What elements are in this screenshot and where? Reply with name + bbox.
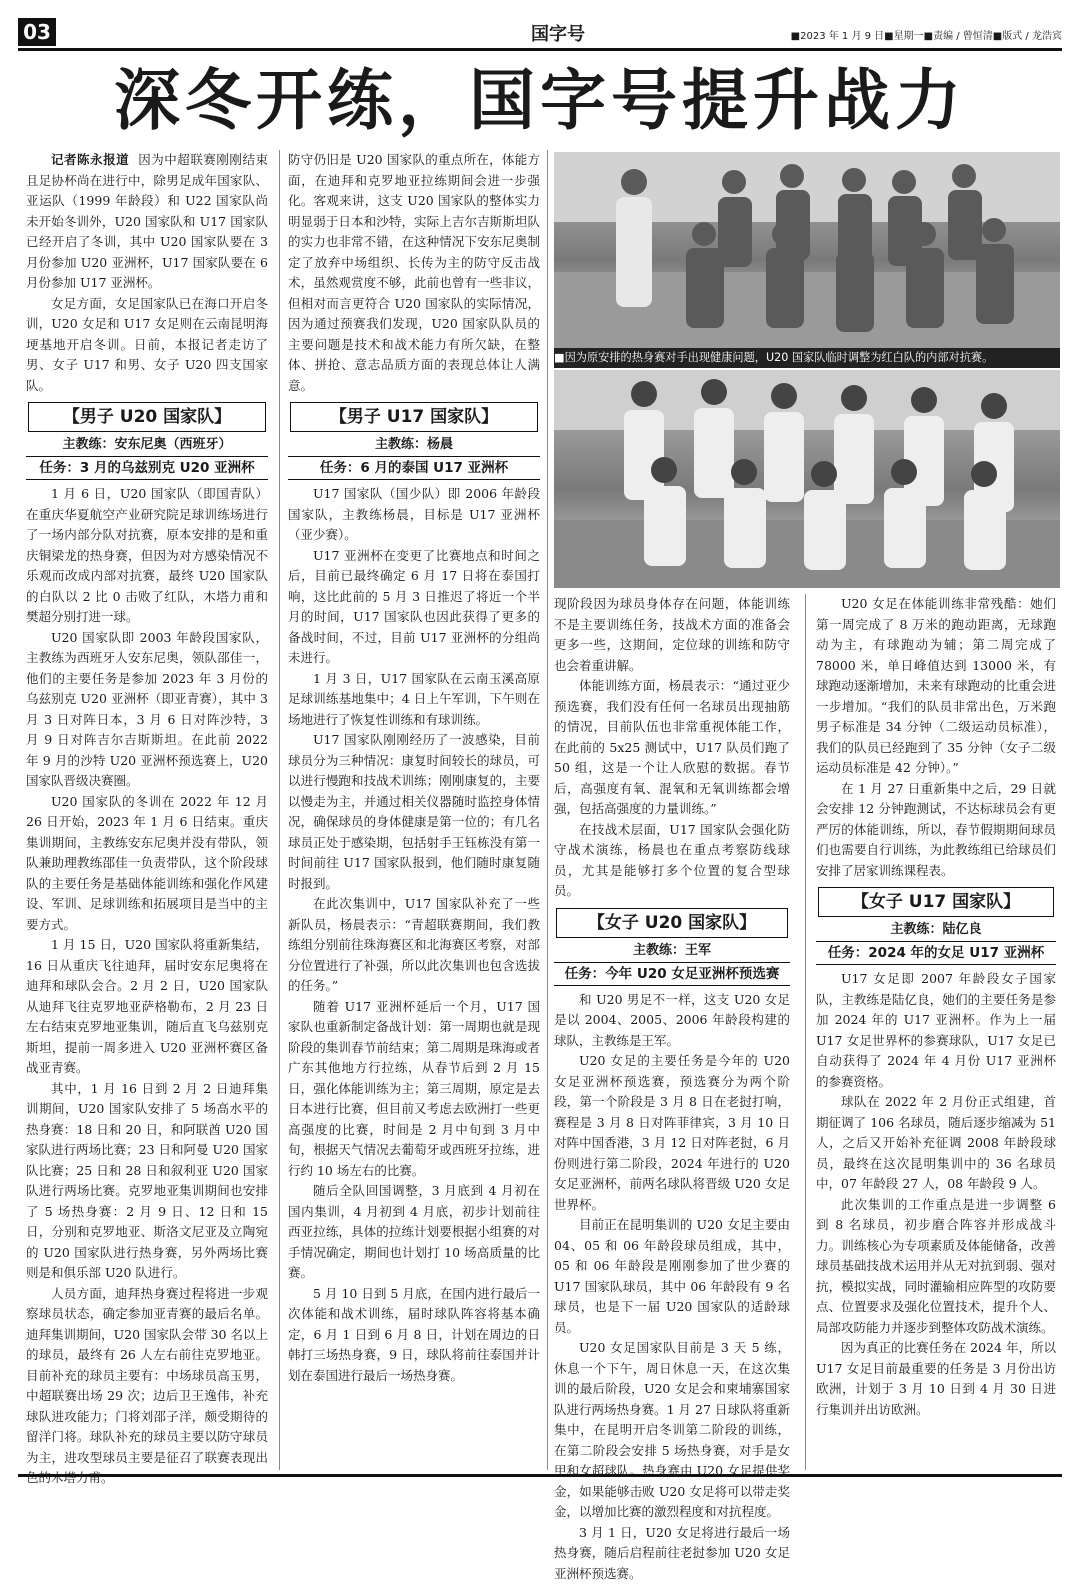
column-divider bbox=[279, 150, 280, 1470]
paragraph: U17 女足即 2007 年龄段女子国家队，主教练是陆亿良，她们的主要任务是参加 2024 年的 U17 亚洲杯。作为上一届 U17 女足世界杯的参赛球队，U17 女足已自动获得了 2024 年 4 月份 U17 亚洲杯的参赛资格。 bbox=[816, 969, 1056, 1092]
paragraph: U17 亚洲杯在变更了比赛地点和时间之后，目前已最终确定 6 月 17 日将在泰国打响，这比此前的 5 月 3 日推迟了将近一个半月的时间，U17 国家队也因此获得了更多的备战时间，不过，目前 U17 亚洲杯的分组尚未进行。 bbox=[288, 546, 540, 669]
paragraph: 在此次集训中，U17 国家队补充了一些新队员，杨晨表示：“青超联赛期间，我们教练组分别前往珠海赛区和北海赛区考察，对部分位置进行了补强，所以此次集训也包含选拔的任务。” bbox=[288, 894, 540, 997]
column-1 bbox=[26, 150, 268, 1472]
paragraph: U17 国家队（国少队）即 2006 年龄段国家队，主教练杨晨，目标是 U17 亚洲杯（亚少赛）。 bbox=[288, 484, 540, 546]
paragraph: U20 国家队即 2003 年龄段国家队，主教练为西班牙人安东尼奥，领队邵佳一，他们的主要任务是参加 2023 年 3 月份的乌兹别克 U20 亚洲杯（即亚青赛），其中 3 月 3 日对阵日本，3 月 6 日对阵沙特，3 月 9 日对阵吉尔吉斯斯坦。在此前 2022 年 9 月的沙特 U20 亚洲杯预选赛上，U20 国家队晋级决赛圈。 bbox=[26, 628, 268, 792]
page-number: 03 bbox=[18, 18, 56, 46]
team-photo-u20 bbox=[554, 152, 1060, 348]
paragraph: 球队在 2022 年 2 月份正式组建，首期征调了 106 名球员，随后逐步缩减为 51 人，之后又开始补充征调 2008 年龄段球员，最终在这次昆明集训中的 36 名球员中，07 年龄段 27 人，08 年龄段 9 人。 bbox=[816, 1092, 1056, 1195]
section-heading-women-u17: 【女子 U17 国家队】 bbox=[818, 887, 1054, 917]
column-2 bbox=[288, 150, 540, 1472]
paragraph: 体能训练方面，杨晨表示：“通过亚少预选赛，我们没有任何一名球员出现抽筋的情况，目前队伍也非常重视体能工作，在此前的 5x25 测试中，U17 队员们跑了 50 组，这是一个让人欣慰的数据。春节后，高强度有氧、混氧和无氧训练都会增强，包括高强度的力量训练。” bbox=[554, 676, 790, 820]
column-divider bbox=[805, 594, 806, 1470]
paragraph: U20 女足国家队目前是 3 天 5 练，休息一个下午，周日休息一天，在这次集训的最后阶段，U20 女足会和柬埔寨国家队进行两场热身赛。1 月 27 日球队将重新集中，在昆明开启冬训第二阶段的训练，在第二阶段会安排 5 场热身赛，对手是女甲和女超球队。热身赛由 U20 女足提供奖金，如果能够击败 U20 女足将可以带走奖金，以增加比赛的激烈程度和对抗程度。 bbox=[554, 1338, 790, 1523]
page-header bbox=[18, 18, 1062, 51]
coach-men-u20: 主教练：安东尼奥（西班牙） bbox=[26, 434, 268, 456]
paragraph: 在技战术层面，U17 国家队会强化防守战术演练，杨晨也在重点考察防线球员，尤其是能够打多个位置的复合型球员。 bbox=[554, 820, 790, 902]
column-divider bbox=[547, 150, 548, 1470]
paragraph: 目前正在昆明集训的 U20 女足主要由 04、05 和 06 年龄段球员组成，其中，05 和 06 年龄段是刚刚参加了世少赛的 U17 国家队球员，其中 06 年龄段有 9 名球员，也是下一届 U20 国家队的适龄球员。 bbox=[554, 1215, 790, 1338]
section-title: 国字号 bbox=[488, 20, 628, 46]
task-women-u17: 任务：2024 年的女足 U17 亚洲杯 bbox=[816, 941, 1056, 965]
section-heading-men-u17: 【男子 U17 国家队】 bbox=[290, 402, 538, 432]
paragraph: 随着 U17 亚洲杯延后一个月，U17 国家队也重新制定备战计划：第一周期也就是现阶段的集训春节前结束；第二周期是珠海或者广东其他地方行拉练，从春节后到 2 月 15 日，强化体能训练为主；第三周期，原定是去日本进行比赛，但目前又考虑去欧洲打一些更高强度的比赛，时间是 2 月中旬到 3 月中旬，根据天气情况去葡萄牙或西班牙拉练，进行约 10 场左右的比赛。 bbox=[288, 997, 540, 1182]
paragraph: 在 1 月 27 日重新集中之后，29 日就会安排 12 分钟跑测试，不达标球员会有更严厉的体能训练，所以，春节假期期间球员们也需要自行训练，为此教练组已给球员们安排了居家训练课程表。 bbox=[816, 779, 1056, 882]
byline: 记者陈永报道 bbox=[51, 152, 129, 167]
dateline: ■2023 年 1 月 9 日■星期一■责编 / 曾恒清■版式 / 龙浩宾 bbox=[791, 27, 1062, 42]
photo-caption: ■因为原安排的热身赛对手出现健康问题，U20 国家队临时调整为红白队的内部对抗赛。 bbox=[554, 348, 1060, 368]
paragraph: 因为真正的比赛任务在 2024 年，所以 U17 女足目前最重要的任务是 3 月份出访欧洲，计划于 3 月 10 日到 4 月 30 日进行集训并出访欧洲。 bbox=[816, 1338, 1056, 1420]
paragraph: U17 国家队刚刚经历了一波感染，目前球员分为三种情况：康复时间较长的球员，可以进行慢跑和技战术训练；刚刚康复的，主要以慢走为主，并通过相关仪器随时监控身体情况，确保球员的身体健康是第一位的；有几名球员正处于感染期，包括射手王钰栋没有第一时间前往 U17 国家队报到，他们随时康复随时报到。 bbox=[288, 730, 540, 894]
team-photo-u17 bbox=[554, 370, 1060, 588]
coach-women-u20: 主教练：王军 bbox=[554, 940, 790, 962]
paragraph: 人员方面，迪拜热身赛过程将进一步观察球员状态，确定参加亚青赛的最后名单。迪拜集训期间，U20 国家队会带 30 名以上的球员，最终有 26 人左右前往克罗地亚。目前补充的球员主要有：中场球员高玉男，中超联赛出场 29 次；边后卫王逸伟，补充球队进攻能力；门将刘邵子洋，颇受期待的留洋门将。球队补充的球员主要以防守球员为主，进攻型球员主要是征召了联赛表现出色的木塔力甫。 bbox=[26, 1284, 268, 1489]
coach-women-u17: 主教练：陆亿良 bbox=[816, 919, 1056, 941]
task-men-u20: 任务：3 月的乌兹别克 U20 亚洲杯 bbox=[26, 456, 268, 480]
paragraph: 此次集训的工作重点是进一步调整 6 到 8 名球员，初步磨合阵容并形成战斗力。训练核心为专项素质及体能储备，改善球员基础技战术运用并从无对抗到弱、强对抗，模拟实战，同时灌输相应阵型的攻防要点、位置要求及强化位置技术，提升个人、局部攻防能力并逐步到整体攻防战术演练。 bbox=[816, 1195, 1056, 1339]
task-men-u17: 任务：6 月的泰国 U17 亚洲杯 bbox=[288, 456, 540, 480]
paragraph: U20 女足的主要任务是今年的 U20 女足亚洲杯预选赛，预选赛分为两个阶段，第一个阶段是 3 月 8 日在老挝打响，赛程是 3 月 8 日对阵菲律宾，3 月 10 日对阵中国香港，3 月 12 日对阵老挝，6 月份则进行第二阶段，2024 年进行的 U20 女足亚洲杯，前两名球队将晋级 U20 女足世界杯。 bbox=[554, 1051, 790, 1215]
paragraph: U20 女足在体能训练非常残酷：她们第一周完成了 8 万米的跑动距离，无球跑动为主，有球跑动为辅；第二周完成了 78000 米，单日峰值达到 13000 米，有球跑动逐渐增加，未来有球跑动的比重会进一步增加。“我们的队员非常出色，万米跑男子标准是 34 分钟（二级运动员标准），我们的队员已经跑到了 35 分钟（女子二级运动员标准是 42 分钟）。” bbox=[816, 594, 1056, 779]
team-photo-u20-graphic bbox=[554, 152, 1060, 348]
paragraph: 其中，1 月 16 日到 2 月 2 日迪拜集训期间，U20 国家队安排了 5 场高水平的热身赛：18 日和 20 日，和阿联酋 U20 国家队进行两场比赛；23 日和阿曼 U20 国家队比赛；25 日和 28 日和叙利亚 U20 国家队进行两场比赛。克罗地亚集训期间也安排了 5 场热身赛：2 月 9 日、12 日和 15 日，分别和克罗地亚、斯洛文尼亚及立陶宛的 U20 国家队进行热身赛，另外两场比赛则是和俱乐部 U20 队进行。 bbox=[26, 1079, 268, 1284]
paragraph: 1 月 6 日，U20 国家队（即国青队）在重庆华夏航空产业研究院足球训练场进行了一场内部分队对抗赛，原本安排的是和重庆铜梁龙的热身赛，但因为对方感染情况不乐观而改成内部对抗赛，最终 U20 国家队的白队以 2 比 0 击败了红队，木塔力甫和樊超分别打进一球。 bbox=[26, 484, 268, 628]
paragraph: 随后全队回国调整，3 月底到 4 月初在国内集训，4 月初到 4 月底，初步计划前往西亚拉练，具体的拉练计划要根据小组赛的对手情况确定，期间也计划打 10 场高质量的比赛。 bbox=[288, 1181, 540, 1284]
paragraph: 3 月 1 日，U20 女足将进行最后一场热身赛，随后启程前往老挝参加 U20 女足亚洲杯预选赛。 bbox=[554, 1523, 790, 1584]
section-heading-men-u20: 【男子 U20 国家队】 bbox=[28, 402, 266, 432]
paragraph: 1 月 15 日，U20 国家队将重新集结，16 日从重庆飞往迪拜，届时安东尼奥将在迪拜和球队会合。2 月 2 日，U20 国家队从迪拜飞往克罗地亚萨格勒布，2 月 23 日左右结束克罗地亚集训，随后直飞乌兹别克斯坦，提前一周多进入 U20 亚洲杯赛区备战亚青赛。 bbox=[26, 935, 268, 1079]
paragraph: 1 月 3 日，U17 国家队在云南玉溪高原足球训练基地集中；4 日上午军训，下午则在场地进行了恢复性训练和有球训练。 bbox=[288, 669, 540, 731]
intro-paragraph-1: 记者陈永报道 因为中超联赛刚刚结束且足协杯尚在进行中，除男足成年国家队、亚运队（1999 年龄段）和 U22 国家队尚未开始冬训外，U20 国家队和 U17 国家队已经开启了冬训，其中 U20 国家队要在 3 月份参加 U20 亚洲杯，U17 国家队要在 6 月份参加 U17 亚洲杯。 bbox=[26, 150, 268, 294]
section-heading-women-u20: 【女子 U20 国家队】 bbox=[556, 908, 788, 938]
column-4 bbox=[816, 594, 1056, 1472]
paragraph: 5 月 10 日到 5 月底，在国内进行最后一次体能和战术训练，届时球队阵容将基本确定，6 月 1 日到 6 月 8 日，计划在周边的日韩打三场热身赛，9 日，球队将前往泰国并计划在泰国进行最后一场热身赛。 bbox=[288, 1284, 540, 1387]
bottom-rule bbox=[18, 1474, 1062, 1477]
column-3 bbox=[554, 594, 790, 1472]
paragraph: 现阶段因为球员身体存在问题，体能训练不是主要训练任务，技战术方面的准备会更多一些，这期间，定位球的训练和防守也会着重讲解。 bbox=[554, 594, 790, 676]
paragraph: 和 U20 男足不一样，这支 U20 女足是以 2004、2005、2006 年龄段构建的球队，主教练是王军。 bbox=[554, 990, 790, 1052]
intro-paragraph-2: 女足方面，女足国家队已在海口开启冬训，U20 女足和 U17 女足则在云南昆明海埂基地开启冬训。日前，本报记者走访了男、女子 U17 和男、女子 U20 四支国家队。 bbox=[26, 294, 268, 397]
coach-men-u17: 主教练：杨晨 bbox=[288, 434, 540, 456]
team-photo-u17-graphic bbox=[554, 370, 1060, 588]
paragraph: U20 国家队的冬训在 2022 年 12 月 26 日开始，2023 年 1 月 6 日结束。重庆集训期间，主教练安东尼奥并没有带队，领队兼助理教练邵佳一负责带队，这个阶段球队的主要任务是基础体能训练和强化作风建设、军训、足球训练和拓展项目是当中的主要方式。 bbox=[26, 792, 268, 936]
paragraph: 防守仍旧是 U20 国家队的重点所在，体能方面，在迪拜和克罗地亚拉练期间会进一步强化。客观来讲，这支 U20 国家队的整体实力明显弱于日本和沙特，实际上吉尔吉斯斯坦队的实力也非常不错，在这种情况下安东尼奥制定了放弃中场组织、长传为主的防守反击战术，虽然观赏度不够，此前也曾有一些非议，但相对而言更符合 U20 国家队的实际情况，因为通过预赛我们发现，U20 国家队队员的主要问题是技术和战术能力有所欠缺，在整体、拼抢、意志品质方面的表现总体让人满意。 bbox=[288, 150, 540, 396]
headline: 深冬开练，国字号提升战力 bbox=[18, 56, 1062, 146]
task-women-u20: 任务：今年 U20 女足亚洲杯预选赛 bbox=[554, 962, 790, 986]
